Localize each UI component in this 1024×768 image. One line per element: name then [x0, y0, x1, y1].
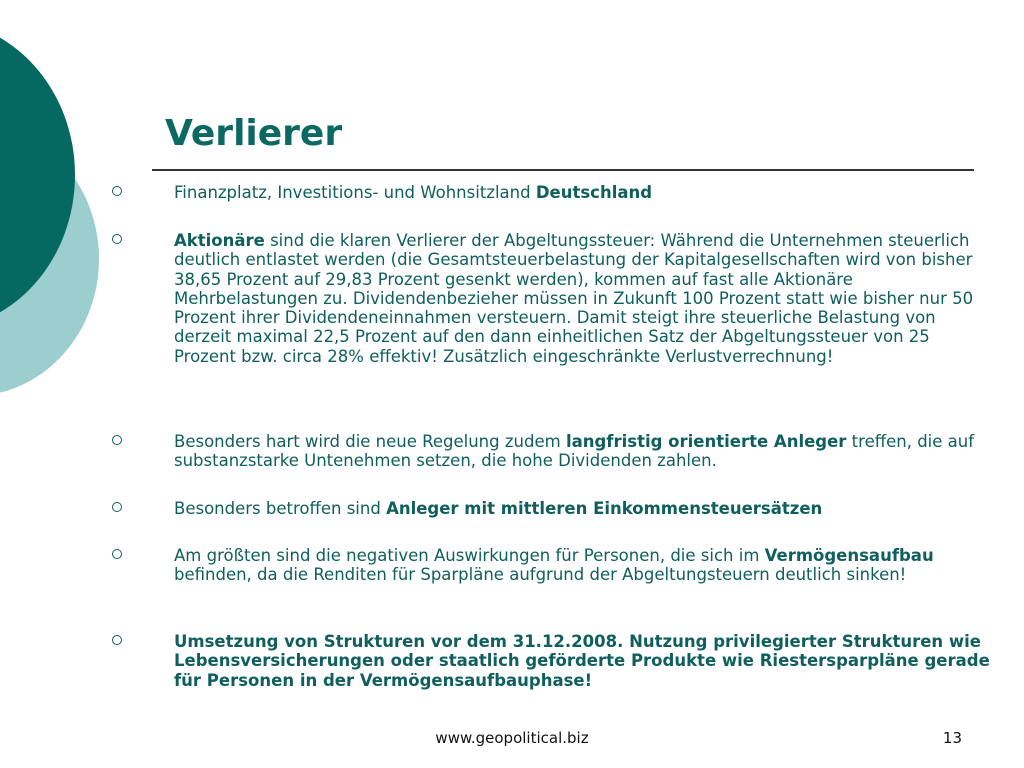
slide-number: 13: [942, 729, 962, 747]
bullet-text: sind die klaren Verlierer der Abgeltungssteuer: Während die Unternehmen steuerlich deutlich entlastet werden (die Gesamtsteuerbelastung der Kapitalgesellschaften wird von bisher 38,65 Prozent auf 29,83 Prozent gesenkt werden), kommen auf fast alle Aktionäre Mehrbelastungen zu. Dividendenbezieher müssen in Zukunft 100 Prozent statt wie bisher nur 50 Prozent ihrer Dividendeneinnahmen versteuern. Damit steigt ihre steuerliche Belastung von derzeit maximal 22,5 Prozent auf den dann einheitlichen Satz der Abgeltungssteuer von 25 Prozent bzw. circa 28% effektiv! Zusätzlich eingeschränkte Verlustverrechnung!: [174, 231, 974, 366]
bullet-emphasis: Aktionäre: [174, 231, 265, 250]
footer-url: www.geopolitical.biz: [435, 729, 589, 747]
bullet-emphasis: Umsetzung von Strukturen vor dem 31.12.2008. Nutzung privilegierter Strukturen wie Lebensversicherungen oder staatlich geförderte Produkte wie Riestersparpläne gerade für Personen in der Vermögensaufbauphase!: [174, 632, 990, 690]
bullet-icon: [112, 549, 122, 559]
bullet-item-betroffene-anleger: [174, 499, 990, 518]
bullet-emphasis: Deutschland: [535, 183, 653, 202]
bullet-item-vermoegensaufbau: [174, 546, 990, 585]
bullet-emphasis: Anleger mit mittleren Einkommensteuersätzen: [386, 499, 823, 518]
bullet-icon: [112, 502, 122, 512]
bullet-text-continued: treffen, die auf substanzstarke Untenehmen setzen, die hohe Dividenden zahlen.: [174, 432, 975, 471]
bullet-icon: [112, 435, 122, 445]
bullet-emphasis: Vermögensaufbau: [764, 546, 934, 565]
bullet-text: Finanzplatz, Investitions- und Wohnsitzland: [174, 183, 536, 202]
bullet-icon: [112, 234, 122, 244]
bullet-text: Besonders betroffen sind: [174, 499, 387, 518]
bullet-item-finanzplatz: [174, 183, 990, 202]
bullet-text: Am größten sind die negativen Auswirkungen für Personen, die sich im: [174, 546, 765, 565]
bullet-emphasis: langfristig orientierte Anleger: [565, 432, 847, 451]
bullet-icon: [112, 186, 122, 196]
slide-title: Verlierer: [165, 113, 343, 154]
bullet-text-continued: befinden, da die Renditen für Sparpläne aufgrund der Abgeltungsteuern deutlich sinken!: [174, 565, 907, 585]
bullet-item-aktionaere: [174, 231, 990, 366]
bullet-icon: [112, 635, 122, 645]
bullet-item-langfristige-anleger: [174, 432, 990, 471]
bullet-text: Besonders hart wird die neue Regelung zudem: [174, 432, 566, 451]
bullet-item-umsetzung: [174, 632, 990, 690]
